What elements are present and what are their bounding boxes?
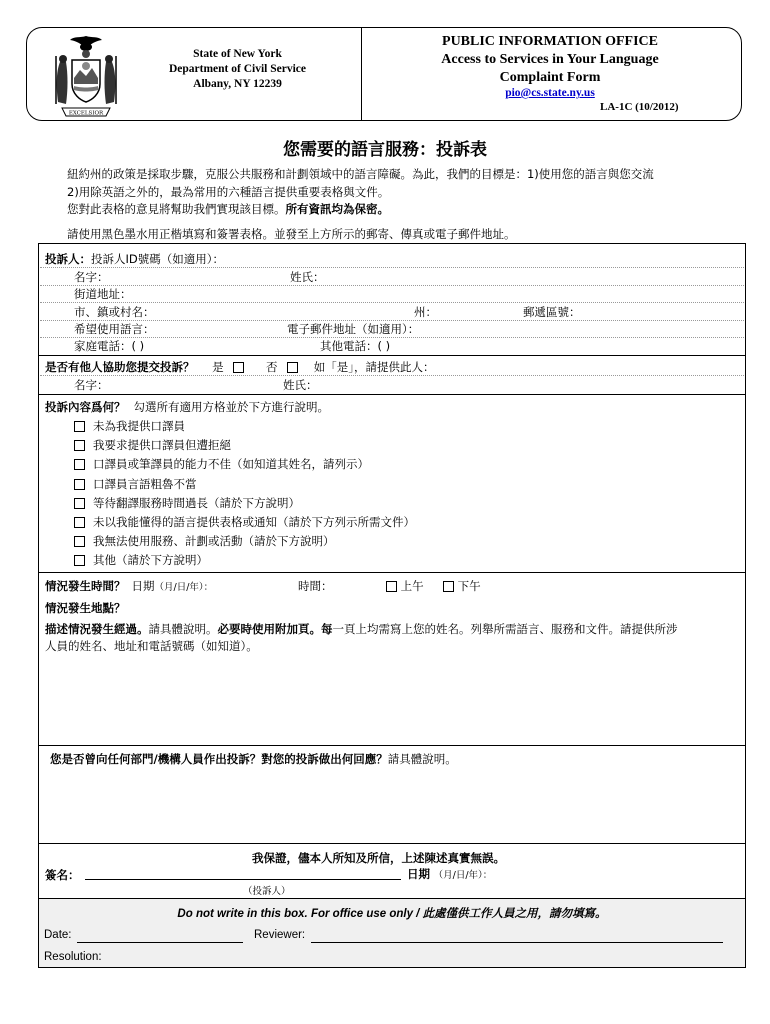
form-name: Complaint Form (499, 70, 601, 85)
complaint-option-label: 其他（請於下方說明） (93, 553, 208, 568)
complaint-option-checkbox[interactable] (74, 498, 85, 509)
home-phone-field[interactable]: 家庭電話：( ) (74, 339, 145, 353)
field-line (40, 267, 744, 268)
signature-caption: （投訴人） (243, 886, 291, 897)
page-title: 您需要的語言服務：投訴表 (283, 140, 487, 160)
pm-option[interactable] (443, 578, 481, 594)
agency-address (150, 47, 325, 92)
zip-field[interactable]: 郵遞區號： (523, 305, 581, 319)
describe-text-b: 一頁上均需寫上您的姓名。列舉所需語言、服務和文件。請提供所涉 (332, 622, 678, 636)
complaint-option-checkbox[interactable] (74, 536, 85, 547)
agency-department: Department of Civil Service (168, 63, 306, 75)
city-field[interactable]: 市、鎮或村名： (74, 305, 155, 319)
helper-question-row (45, 359, 435, 375)
office-date-label: Date: (44, 929, 72, 941)
complaint-option-label: 口譯員或筆譯員的能力不佳（如知道其姓名，請列示） (93, 457, 369, 472)
complaint-option[interactable] (74, 533, 335, 549)
complaint-option-label: 我無法使用服務、計劃或活動（請於下方說明） (93, 534, 335, 549)
street-field[interactable]: 街道地址： (74, 287, 132, 301)
office-reviewer-label: Reviewer: (254, 929, 306, 941)
seal-motto: EXCELSIOR (68, 110, 104, 117)
am-option[interactable] (386, 578, 424, 594)
complainant-id-field[interactable] (45, 251, 224, 267)
helper-no-checkbox[interactable] (287, 362, 298, 373)
field-line (40, 302, 744, 303)
prior-hint: 請具體說明。 (387, 752, 457, 766)
complaint-option-checkbox[interactable] (74, 459, 85, 470)
date-label: 日期 (131, 579, 155, 593)
helper-if-yes: 如「是」，請提供此人： (313, 360, 435, 374)
signature-label: 簽名： (45, 868, 80, 882)
office-block (365, 33, 735, 100)
am-label: 上午 (400, 579, 424, 593)
complaint-option[interactable] (74, 495, 300, 511)
time-field[interactable]: 時間： (298, 579, 333, 593)
state-field[interactable]: 州： (414, 305, 437, 319)
form-box (38, 243, 746, 898)
helper-yes-checkbox[interactable] (233, 362, 244, 373)
complaint-option[interactable] (74, 514, 415, 530)
intro-line-3-text: 您對此表格的意見將幫助我們實現該目標。 (67, 202, 286, 216)
confidential-note: 所有資訊均為保密。 (285, 202, 389, 216)
prior-complaint-area[interactable] (50, 751, 457, 767)
sign-date-field[interactable] (407, 866, 492, 882)
am-checkbox[interactable] (386, 581, 397, 592)
agency-name: State of New York (193, 48, 282, 60)
complaint-option-label: 口譯員言語粗魯不當 (93, 476, 197, 491)
pm-checkbox[interactable] (443, 581, 454, 592)
sign-date-format: （月/日/年）： (433, 870, 493, 881)
office-resolution-label: Resolution: (44, 951, 102, 963)
complainant-id-label: 投訴人ID號碼（如適用）： (91, 252, 224, 266)
complaint-option[interactable] (74, 476, 197, 492)
describe-text-c: 人員的姓名、地址和電話號碼（如知道）。 (45, 639, 258, 653)
nys-seal-icon (44, 32, 128, 118)
intro-text (67, 166, 727, 219)
other-phone-field[interactable]: 其他電話：( ) (320, 339, 391, 353)
describe-area[interactable] (45, 621, 741, 655)
complaint-question-row (45, 399, 329, 415)
complaint-option-checkbox[interactable] (74, 421, 85, 432)
complaint-option-label: 未以我能懂得的語言提供表格或通知（請於下方列示所需文件） (93, 515, 415, 529)
helper-no-label: 否 (265, 360, 278, 374)
field-line (40, 375, 744, 376)
where-label: 情況發生地點？ (45, 601, 126, 615)
complaint-option[interactable] (74, 418, 185, 434)
field-line (40, 285, 744, 286)
office-name: PUBLIC INFORMATION OFFICE (442, 34, 658, 49)
complaint-question: 投訴內容爲何？ (45, 400, 126, 414)
email-link[interactable]: pio@cs.state.ny.us (505, 87, 595, 99)
helper-question: 是否有他人協助您提交投訴？ (45, 360, 195, 374)
complaint-option-checkbox[interactable] (74, 517, 85, 528)
complaint-hint: 勾選所有適用方格並於下方進行說明。 (133, 400, 329, 414)
complainant-heading: 投訴人： (45, 252, 91, 266)
intro-line-2: 2)用除英語之外的，最為常用的六種語言提供重要表格與文件。 (67, 184, 390, 199)
pm-label: 下午 (457, 579, 481, 593)
helper-last-name-field[interactable]: 姓氏： (283, 378, 318, 392)
complaint-option-checkbox[interactable] (74, 555, 85, 566)
office-date-line[interactable] (77, 942, 243, 943)
complaint-option[interactable] (74, 437, 231, 453)
when-label: 情況發生時間？ (45, 579, 126, 593)
intro-line-1: 紐約州的政策是採取步驟，克服公共服務和計劃領域中的語言障礙。為此，我們的目標是：1)使用您的語言與您交流 (67, 167, 654, 181)
language-field[interactable]: 希望使用語言： (74, 322, 155, 336)
complaint-option-label: 未為我提供口譯員 (93, 419, 185, 433)
intro-line-3 (67, 201, 727, 219)
first-name-field[interactable]: 名字： (74, 270, 109, 284)
office-use-title: Do not write in this box. For office use only / 此處僅供工作人員之用，請勿填寫。 (177, 908, 607, 920)
helper-yes-label: 是 (212, 360, 224, 374)
office-reviewer-line[interactable] (311, 942, 723, 943)
when-label-row (45, 578, 213, 594)
office-subtitle: Access to Services in Your Language (441, 52, 659, 67)
complaint-option[interactable] (74, 552, 208, 568)
date-format: （月/日/年）： (154, 582, 214, 593)
field-line (40, 337, 744, 338)
section-divider (38, 572, 746, 573)
complaint-option[interactable] (74, 456, 369, 472)
complaint-option-checkbox[interactable] (74, 479, 85, 490)
describe-title: 描述情況發生經過。 (45, 622, 149, 636)
instruction-text: 請使用黑色墨水用正楷填寫和簽署表格。並發至上方所示的郵寄、傳真或電子郵件地址。 (67, 227, 516, 241)
describe-note: 必要時使用附加頁。每 (217, 622, 333, 636)
signature-line[interactable] (85, 879, 401, 880)
agency-city: Albany, NY 12239 (193, 78, 282, 90)
section-divider (38, 745, 746, 746)
helper-first-name-field[interactable]: 名字： (74, 378, 109, 392)
email-field[interactable]: 電子郵件地址（如適用）： (287, 322, 420, 336)
complaint-option-checkbox[interactable] (74, 440, 85, 451)
section-divider (38, 355, 746, 356)
sign-date-label: 日期 (407, 867, 430, 881)
prior-question: 您是否曾向任何部門/機構人員作出投訴？對您的投訴做出何回應？ (50, 752, 388, 766)
attest-statement: 我保證，儘本人所知及所信，上述陳述真實無誤。 (252, 851, 505, 865)
form-number: LA-1C (10/2012) (600, 101, 679, 113)
header-divider (361, 27, 362, 121)
complaint-option-label: 等待翻譯服務時間過長（請於下方說明） (93, 495, 300, 510)
describe-text-a: 請具體說明。 (148, 622, 218, 636)
section-divider (38, 394, 746, 395)
section-divider (38, 843, 746, 844)
last-name-field[interactable]: 姓氏： (290, 270, 325, 284)
complaint-option-label: 我要求提供口譯員但遭拒絕 (93, 438, 231, 453)
